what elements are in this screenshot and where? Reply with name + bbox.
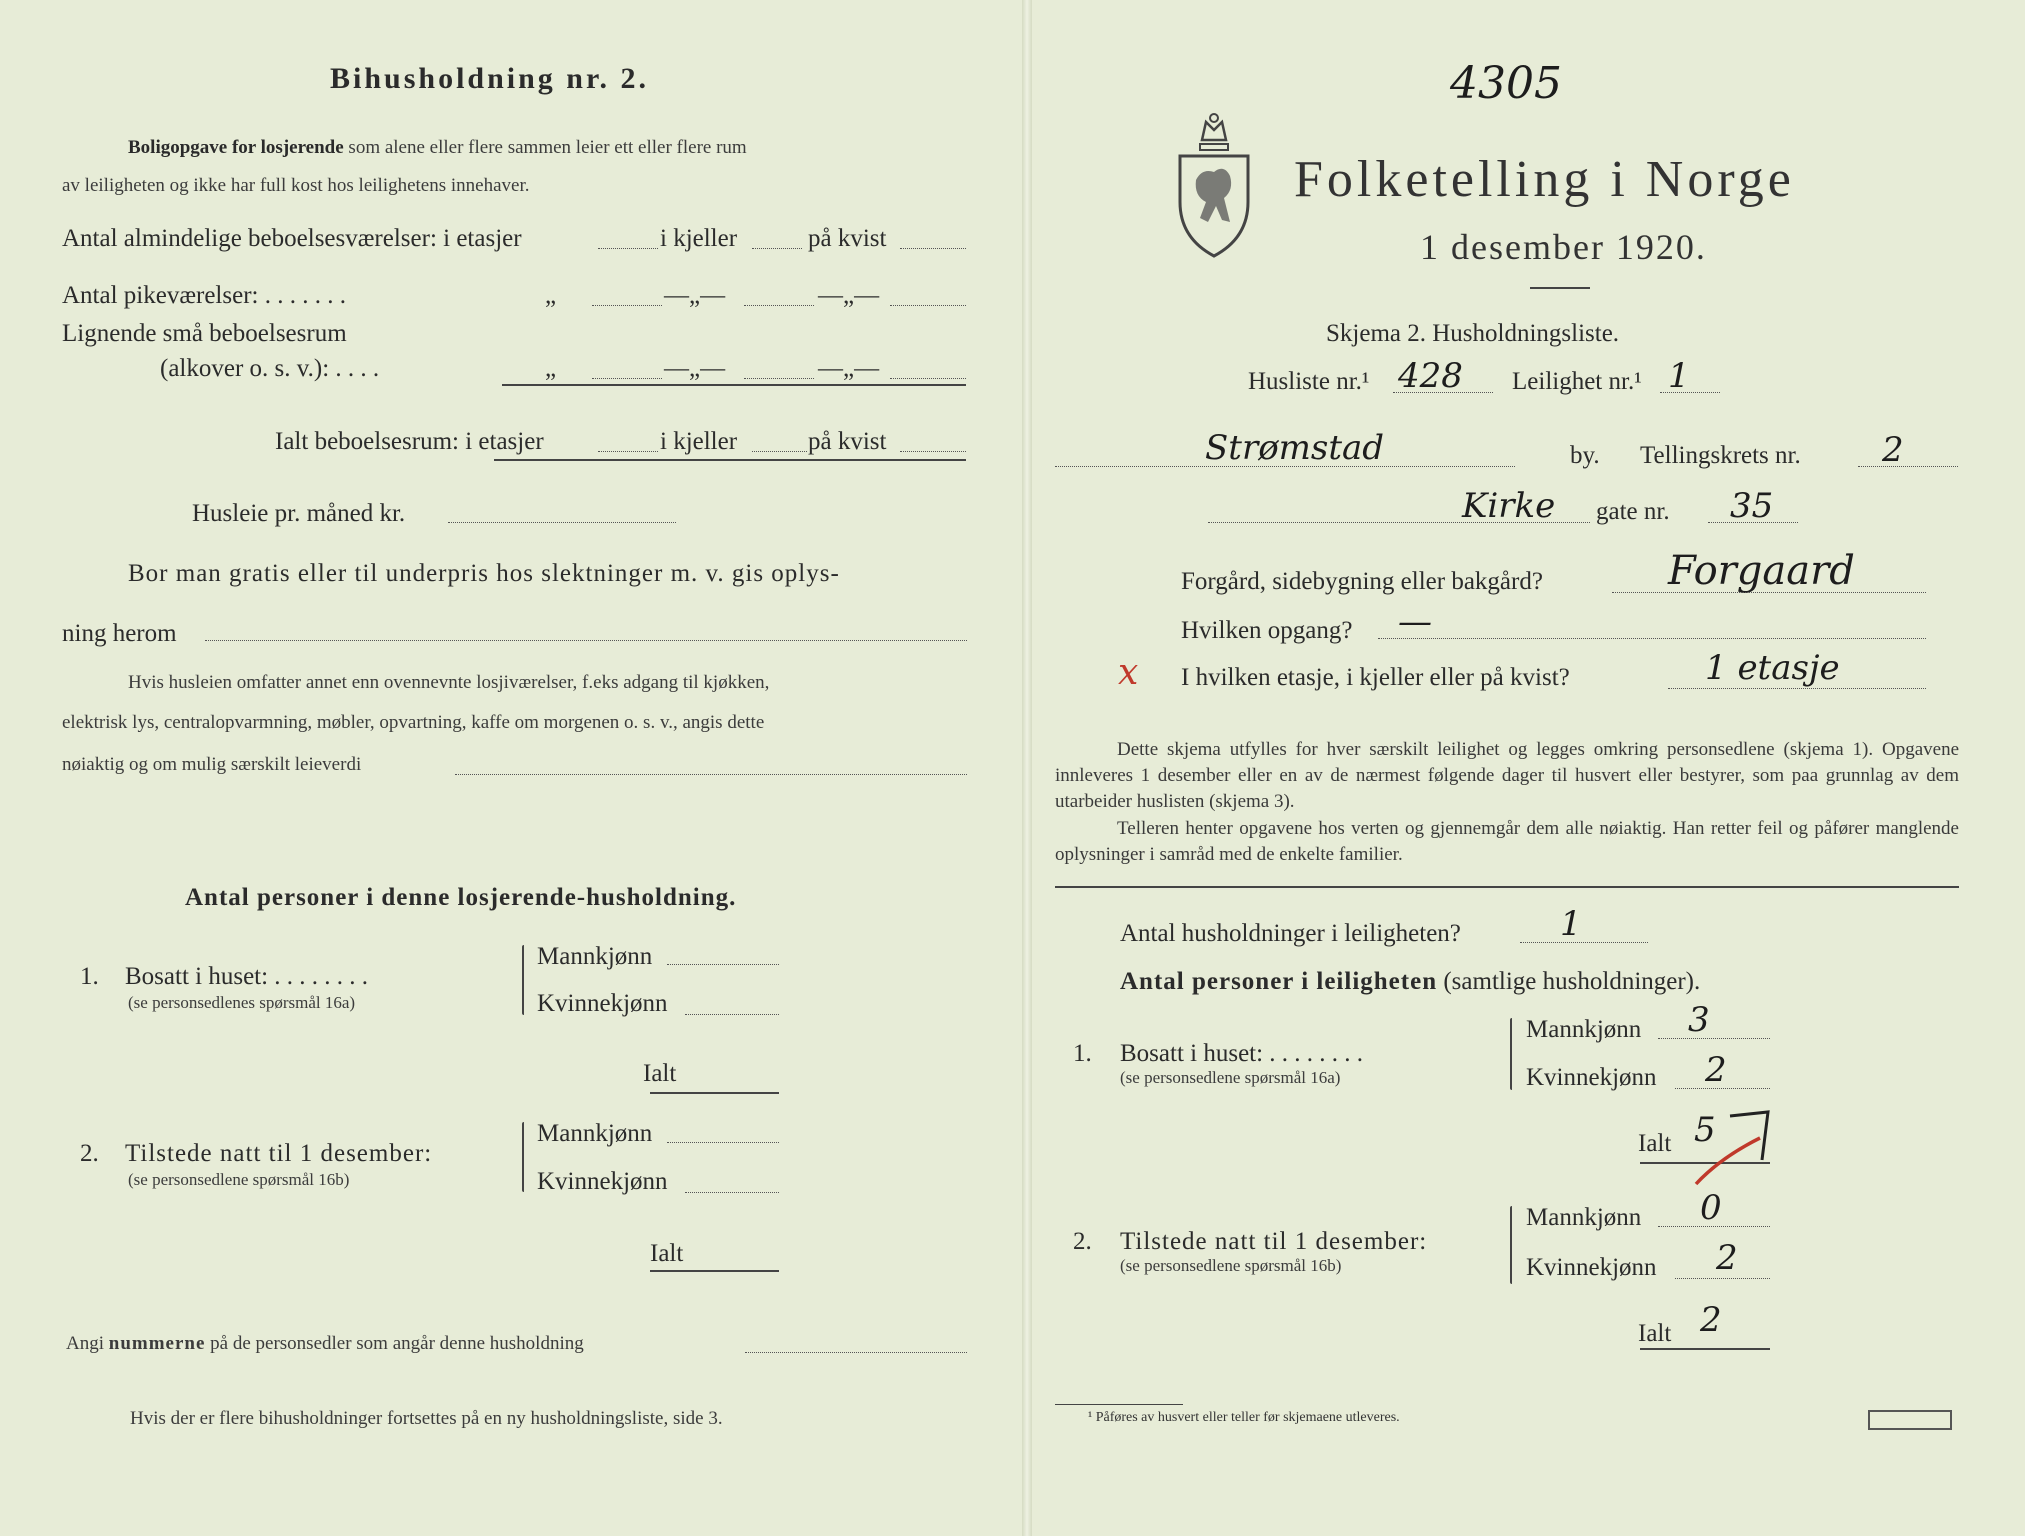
info-paragraph-1: Dette skjema utfylles for hver særskilt leilighet og legges omkring personsedlene (skjema 1). Opgavene innleveres 1 desember eller en av de nærmest følgende dager til husvert eller bestyrer, som paa grunnlag av dem utarbeider huslisten (skjema 3). bbox=[1055, 739, 1959, 812]
husliste-value[interactable]: 428 bbox=[1398, 356, 1463, 396]
left-q1-ialt-field[interactable] bbox=[650, 1092, 779, 1094]
opgang-label: Hvilken opgang? bbox=[1181, 617, 1353, 644]
left-q2-kvinne-field[interactable] bbox=[685, 1192, 779, 1193]
intro-line-1 bbox=[128, 137, 747, 159]
left-title: Bihusholdning nr. 2. bbox=[330, 62, 650, 95]
right-q2-sub: (se personsedlene spørsmål 16b) bbox=[1120, 1256, 1342, 1275]
right-q1-num: 1. bbox=[1073, 1040, 1092, 1067]
leieverdi-field[interactable] bbox=[455, 774, 967, 775]
right-q1-label: Bosatt i huset: . . . . . . . . bbox=[1120, 1040, 1364, 1067]
ialt-kvist-field[interactable] bbox=[900, 451, 966, 452]
angi-line bbox=[66, 1333, 584, 1355]
etasje-red-mark: x bbox=[1118, 652, 1139, 693]
leilighet-value[interactable]: 1 bbox=[1668, 356, 1690, 396]
row1-etasjer-field[interactable] bbox=[598, 248, 658, 249]
left-q2-brace bbox=[522, 1122, 524, 1192]
row3-field-1[interactable] bbox=[592, 378, 662, 379]
left-q2-ialt-field[interactable] bbox=[650, 1270, 779, 1272]
left-q1-kvinne-field[interactable] bbox=[685, 1014, 779, 1015]
hvis-line-1: Hvis husleien omfatter annet enn ovennevnte losjiværelser, f.eks adgang til kjøkken, bbox=[128, 672, 770, 693]
etasje-value[interactable]: 1 etasje bbox=[1705, 648, 1840, 688]
info-divider bbox=[1055, 886, 1959, 888]
forgard-field bbox=[1612, 592, 1926, 593]
leilighet-field bbox=[1660, 392, 1720, 393]
leilighet-label: Leilighet nr.¹ bbox=[1512, 368, 1642, 395]
bor-field[interactable] bbox=[205, 640, 967, 641]
etasje-field bbox=[1668, 688, 1926, 689]
left-q2-kvinne-label: Kvinnekjønn bbox=[537, 1168, 668, 1195]
row2-ditto-2: —„— bbox=[664, 282, 726, 309]
right-q2-kvinne-label: Kvinnekjønn bbox=[1526, 1254, 1657, 1281]
coat-of-arms-icon bbox=[1172, 110, 1256, 258]
left-q2-num: 2. bbox=[80, 1140, 99, 1167]
left-q1-brace bbox=[522, 945, 524, 1015]
left-q1-sub: (se personsedlenes spørsmål 16a) bbox=[128, 993, 356, 1012]
row1-kjeller: i kjeller bbox=[660, 225, 738, 252]
right-q2-mann-field bbox=[1658, 1226, 1770, 1227]
antal-hush-field bbox=[1520, 942, 1648, 943]
row2-ditto-3: —„— bbox=[818, 282, 880, 309]
right-q1-kvinne-value[interactable]: 2 bbox=[1705, 1050, 1727, 1090]
row1-kjeller-field[interactable] bbox=[752, 248, 802, 249]
right-q1-ialt-label: Ialt bbox=[1638, 1130, 1672, 1157]
left-q2-mann-label: Mannkjønn bbox=[537, 1120, 653, 1147]
right-q1-brace bbox=[1510, 1018, 1512, 1090]
row3-ditto-2: —„— bbox=[664, 355, 726, 382]
right-q1-kvinne-label: Kvinnekjønn bbox=[1526, 1064, 1657, 1091]
etasje-label: I hvilken etasje, i kjeller eller på kvist? bbox=[1181, 664, 1570, 691]
form-date: 1 desember 1920. bbox=[1420, 227, 1707, 267]
right-q2-ialt-field bbox=[1640, 1348, 1770, 1350]
ialt-etasjer-field[interactable] bbox=[598, 451, 658, 452]
left-q1-mann-label: Mannkjønn bbox=[537, 943, 653, 970]
footnote-rule bbox=[1055, 1404, 1183, 1405]
red-correction-mark-icon bbox=[1690, 1108, 1780, 1188]
hvis-line-2: elektrisk lys, centralopvarmning, møbler, opvartning, kaffe om morgenen o. s. v., angis dette bbox=[62, 712, 765, 733]
city-value[interactable]: Strømstad bbox=[1205, 428, 1385, 468]
forgard-value[interactable]: Forgaard bbox=[1668, 548, 1855, 594]
left-q1-mann-field[interactable] bbox=[667, 964, 779, 965]
gate-value[interactable]: 35 bbox=[1730, 486, 1774, 526]
row2-field-1[interactable] bbox=[592, 305, 662, 306]
row1-kvist: på kvist bbox=[808, 225, 887, 252]
husleie-field[interactable] bbox=[448, 522, 676, 523]
intro-bold: Boligopgave for losjerende bbox=[128, 137, 344, 158]
angi-field[interactable] bbox=[745, 1352, 967, 1353]
row2-field-3[interactable] bbox=[890, 305, 966, 306]
right-q2-kvinne-field bbox=[1675, 1278, 1770, 1279]
right-q2-mann-value[interactable]: 0 bbox=[1700, 1188, 1722, 1228]
ialt-row-label: Ialt beboelsesrum: i etasjer bbox=[275, 428, 544, 455]
by-label: by. bbox=[1570, 442, 1600, 469]
row2-label: Antal pikeværelser: . . . . . . . bbox=[62, 282, 346, 309]
husliste-label: Husliste nr.¹ bbox=[1248, 368, 1370, 395]
row1-kvist-field[interactable] bbox=[900, 248, 966, 249]
gate-label: gate nr. bbox=[1596, 498, 1670, 525]
forgard-label: Forgård, sidebygning eller bakgård? bbox=[1181, 568, 1543, 595]
opgang-field bbox=[1378, 638, 1926, 639]
husleie-label: Husleie pr. måned kr. bbox=[192, 500, 406, 527]
left-q2-ialt-label: Ialt bbox=[650, 1240, 684, 1267]
right-q2-ialt-value[interactable]: 2 bbox=[1700, 1300, 1722, 1340]
antal-pers-bold: Antal personer i leiligheten bbox=[1120, 968, 1438, 995]
angi-post: på de personsedler som angår denne husholdning bbox=[210, 1333, 584, 1354]
ialt-kvist: på kvist bbox=[808, 428, 887, 455]
angi-pre: Angi bbox=[66, 1333, 104, 1354]
row2-field-2[interactable] bbox=[744, 305, 814, 306]
title-rule bbox=[1530, 287, 1590, 289]
row1-label: Antal almindelige beboelsesværelser: i etasjer bbox=[62, 225, 522, 252]
hvis-line-3: nøiaktig og om mulig særskilt leieverdi bbox=[62, 754, 362, 775]
right-q1-kvinne-field bbox=[1675, 1088, 1770, 1089]
skjema-label: Skjema 2. Husholdningsliste. bbox=[1326, 320, 1620, 347]
intro-rest: som alene eller flere sammen leier ett eller flere rum bbox=[348, 137, 747, 158]
antal-pers-line bbox=[1120, 968, 1700, 996]
right-q1-ialt-value[interactable]: 5 bbox=[1694, 1110, 1716, 1150]
right-q1-mann-field bbox=[1658, 1038, 1770, 1039]
bor-line-2: ning herom bbox=[62, 620, 177, 647]
street-value[interactable]: Kirke bbox=[1462, 486, 1556, 526]
right-q2-ialt-label: Ialt bbox=[1638, 1320, 1672, 1347]
row3-field-2[interactable] bbox=[744, 378, 814, 379]
right-q2-mann-label: Mannkjønn bbox=[1526, 1204, 1642, 1231]
intro-line-2: av leiligheten og ikke har full kost hos leilighetens innehaver. bbox=[62, 175, 530, 196]
row3-ditto-1: „ bbox=[545, 355, 557, 382]
tellingskrets-label: Tellingskrets nr. bbox=[1640, 442, 1801, 469]
antal-hush-value[interactable]: 1 bbox=[1560, 904, 1582, 944]
row3-field-3[interactable] bbox=[890, 378, 966, 379]
gate-field bbox=[1708, 522, 1798, 523]
row2-ditto-1: „ bbox=[545, 282, 557, 309]
row3-label-b: (alkover o. s. v.): . . . . bbox=[160, 355, 380, 382]
tellingskrets-value[interactable]: 2 bbox=[1882, 430, 1904, 470]
antal-hush-label: Antal husholdninger i leiligheten? bbox=[1120, 920, 1461, 947]
page-fold bbox=[1022, 0, 1032, 1536]
archive-number: 4305 bbox=[1450, 58, 1562, 109]
left-footer: Hvis der er flere bihusholdninger fortsettes på en ny husholdningsliste, side 3. bbox=[130, 1408, 723, 1429]
left-q2-sub: (se personsedlene spørsmål 16b) bbox=[128, 1170, 350, 1189]
left-q2-mann-field[interactable] bbox=[667, 1142, 779, 1143]
angi-bold: nummerne bbox=[108, 1333, 206, 1354]
right-q1-mann-label: Mannkjønn bbox=[1526, 1016, 1642, 1043]
left-antal-heading: Antal personer i denne losjerende-husholdning. bbox=[185, 884, 737, 911]
bor-line-1: Bor man gratis eller til underpris hos slektninger m. v. gis oplys- bbox=[128, 560, 840, 587]
row3-sum-line bbox=[502, 384, 966, 386]
info-paragraph-2: Telleren henter opgavene hos verten og gjennemgår dem alle nøiaktig. Han retter feil og påfører manglende oplysninger i samråd med de enkelte familier. bbox=[1055, 818, 1959, 865]
right-q1-mann-value[interactable]: 3 bbox=[1688, 1000, 1710, 1040]
ialt-underline bbox=[494, 459, 966, 461]
form-title: Folketelling i Norge bbox=[1294, 151, 1795, 208]
left-q1-num: 1. bbox=[80, 963, 99, 990]
row3-ditto-3: —„— bbox=[818, 355, 880, 382]
right-q2-num: 2. bbox=[1073, 1228, 1092, 1255]
tellingskrets-field bbox=[1858, 466, 1958, 467]
left-q1-ialt-label: Ialt bbox=[643, 1060, 677, 1087]
left-q1-label: Bosatt i huset: . . . . . . . . bbox=[125, 963, 369, 990]
ialt-kjeller: i kjeller bbox=[660, 428, 738, 455]
right-q2-kvinne-value[interactable]: 2 bbox=[1716, 1238, 1738, 1278]
right-q2-brace bbox=[1510, 1206, 1512, 1284]
ialt-kjeller-field[interactable] bbox=[752, 451, 807, 452]
left-q1-kvinne-label: Kvinnekjønn bbox=[537, 990, 668, 1017]
printer-stamp bbox=[1868, 1410, 1952, 1430]
city-field bbox=[1055, 466, 1515, 467]
street-field bbox=[1208, 522, 1590, 523]
husliste-field bbox=[1393, 392, 1493, 393]
antal-pers-rest: (samtlige husholdninger). bbox=[1443, 968, 1701, 995]
left-q2-label: Tilstede natt til 1 desember: bbox=[125, 1140, 433, 1167]
right-q2-label: Tilstede natt til 1 desember: bbox=[1120, 1228, 1428, 1255]
row3-label-a: Lignende små beboelsesrum bbox=[62, 320, 347, 347]
footnote: ¹ Påføres av husvert eller teller før skjemaene utleveres. bbox=[1088, 1410, 1400, 1425]
opgang-value[interactable]: — bbox=[1398, 602, 1432, 642]
right-q1-sub: (se personsedlene spørsmål 16a) bbox=[1120, 1068, 1341, 1087]
